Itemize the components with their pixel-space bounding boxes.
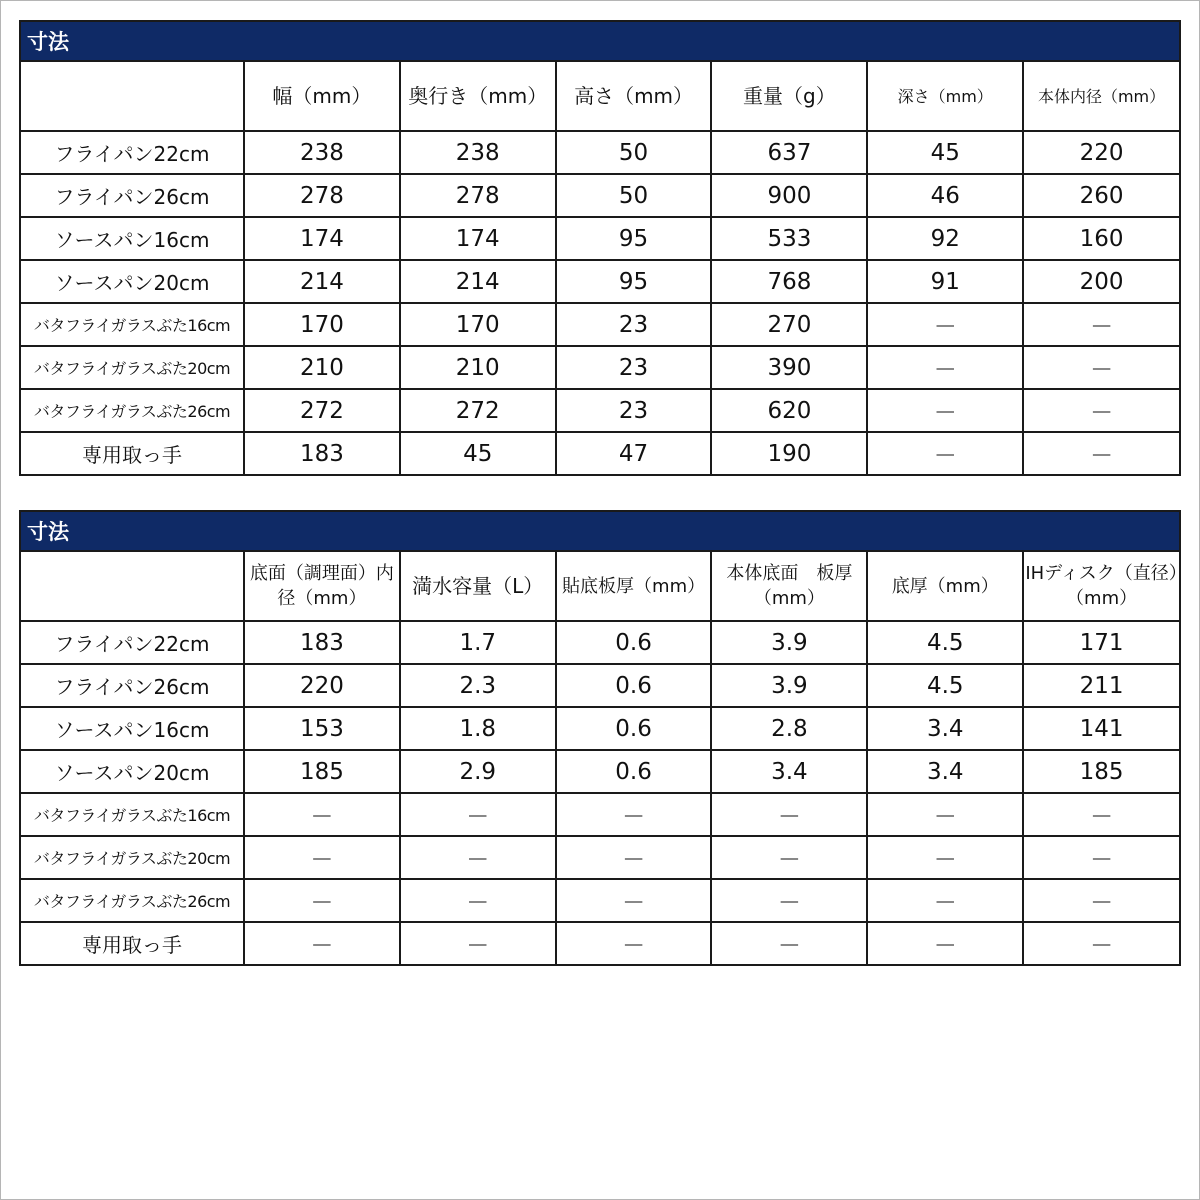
table-cell: 3.9: [711, 664, 867, 707]
header-cell-clad-bottom-thickness: 貼底板厚（mm）: [556, 552, 712, 621]
table-cell: 620: [711, 389, 867, 432]
header-cell-bottom-inner-diameter: 底面（調理面）内径（mm）: [244, 552, 400, 621]
table-row: [21, 303, 1179, 346]
table-cell: －: [556, 836, 712, 879]
table-cell: 0.6: [556, 664, 712, 707]
row-label: 専用取っ手: [21, 922, 244, 964]
table-cell: 153: [244, 707, 400, 750]
table-cell: 91: [867, 260, 1023, 303]
row-label: ソースパン20cm: [21, 750, 244, 793]
table-cell: 174: [244, 217, 400, 260]
header-cell-empty: [21, 552, 244, 621]
table-row: [21, 260, 1179, 303]
table-cell: －: [400, 836, 556, 879]
table-cell: －: [1023, 346, 1179, 389]
table-cell: －: [867, 432, 1023, 474]
table-cell: －: [1023, 303, 1179, 346]
table-cell: 185: [1023, 750, 1179, 793]
table-cell: 210: [400, 346, 556, 389]
table-cell: －: [244, 879, 400, 922]
table-row: [21, 389, 1179, 432]
header-cell-weight: 重量（g）: [711, 62, 867, 131]
table-cell: －: [400, 922, 556, 964]
table-cell: －: [711, 793, 867, 836]
table-cell: 260: [1023, 174, 1179, 217]
dimensions-table-2: [19, 510, 1181, 966]
table-cell: 185: [244, 750, 400, 793]
table-cell: 0.6: [556, 707, 712, 750]
table-cell: －: [867, 922, 1023, 964]
table-cell: －: [867, 389, 1023, 432]
table-cell: 220: [244, 664, 400, 707]
table-cell: 92: [867, 217, 1023, 260]
spec-table: [21, 62, 1179, 474]
table-cell: 141: [1023, 707, 1179, 750]
table-cell: 3.4: [867, 750, 1023, 793]
table-cell: －: [711, 879, 867, 922]
table-cell: 210: [244, 346, 400, 389]
table-cell: 23: [556, 389, 712, 432]
table-cell: －: [711, 922, 867, 964]
row-label: フライパン26cm: [21, 664, 244, 707]
row-label: バタフライガラスぶた20cm: [21, 836, 244, 879]
row-label: バタフライガラスぶた20cm: [21, 346, 244, 389]
table-cell: 0.6: [556, 750, 712, 793]
table-row: [21, 707, 1179, 750]
table-cell: 50: [556, 131, 712, 174]
table-cell: 533: [711, 217, 867, 260]
header-row: [21, 552, 1179, 621]
table-cell: 183: [244, 621, 400, 664]
table-cell: 238: [400, 131, 556, 174]
table-cell: 390: [711, 346, 867, 389]
table-cell: 3.9: [711, 621, 867, 664]
table-cell: －: [1023, 836, 1179, 879]
table-cell: 23: [556, 303, 712, 346]
header-row: [21, 62, 1179, 131]
table-cell: －: [867, 879, 1023, 922]
table-cell: 278: [400, 174, 556, 217]
table-cell: 200: [1023, 260, 1179, 303]
table-cell: 2.8: [711, 707, 867, 750]
table-cell: －: [556, 793, 712, 836]
table-cell: －: [400, 793, 556, 836]
table-cell: －: [1023, 793, 1179, 836]
spec-table: [21, 552, 1179, 964]
table-cell: 272: [400, 389, 556, 432]
table-cell: －: [244, 836, 400, 879]
table-cell: 183: [244, 432, 400, 474]
table-cell: －: [1023, 922, 1179, 964]
row-label: バタフライガラスぶた16cm: [21, 303, 244, 346]
table-row: [21, 793, 1179, 836]
table-cell: 637: [711, 131, 867, 174]
table-cell: 2.3: [400, 664, 556, 707]
table-cell: －: [867, 793, 1023, 836]
table-row: [21, 750, 1179, 793]
table-cell: －: [711, 836, 867, 879]
table-cell: 272: [244, 389, 400, 432]
table-row: [21, 664, 1179, 707]
table-cell: 211: [1023, 664, 1179, 707]
table-cell: －: [1023, 389, 1179, 432]
row-label: ソースパン16cm: [21, 707, 244, 750]
row-label: 専用取っ手: [21, 432, 244, 474]
table-cell: 220: [1023, 131, 1179, 174]
row-label: フライパン22cm: [21, 621, 244, 664]
table-cell: 768: [711, 260, 867, 303]
table-row: [21, 174, 1179, 217]
row-label: バタフライガラスぶた16cm: [21, 793, 244, 836]
header-cell-inner-diameter: 本体内径（mm）: [1023, 62, 1179, 131]
table-cell: 214: [400, 260, 556, 303]
table-cell: －: [867, 836, 1023, 879]
table-cell: 190: [711, 432, 867, 474]
table-cell: 3.4: [867, 707, 1023, 750]
table-cell: －: [1023, 432, 1179, 474]
row-label: バタフライガラスぶた26cm: [21, 879, 244, 922]
header-cell-empty: [21, 62, 244, 131]
table-cell: 4.5: [867, 664, 1023, 707]
table-cell: 0.6: [556, 621, 712, 664]
header-cell-bottom-thickness: 底厚（mm）: [867, 552, 1023, 621]
header-cell-deep: 深さ（mm）: [867, 62, 1023, 131]
row-label: フライパン26cm: [21, 174, 244, 217]
table-cell: 47: [556, 432, 712, 474]
table-cell: 214: [244, 260, 400, 303]
table-cell: －: [244, 793, 400, 836]
table-row: [21, 836, 1179, 879]
table-cell: 900: [711, 174, 867, 217]
header-cell-height: 高さ（mm）: [556, 62, 712, 131]
header-cell-full-capacity: 満水容量（L）: [400, 552, 556, 621]
table-cell: 46: [867, 174, 1023, 217]
header-cell-width: 幅（mm）: [244, 62, 400, 131]
table-cell: 170: [244, 303, 400, 346]
table-row: [21, 131, 1179, 174]
table-cell: 23: [556, 346, 712, 389]
table-cell: 3.4: [711, 750, 867, 793]
table-cell: －: [1023, 879, 1179, 922]
dimensions-table-1: [19, 20, 1181, 476]
table-cell: 270: [711, 303, 867, 346]
table-cell: 45: [400, 432, 556, 474]
table-cell: 170: [400, 303, 556, 346]
header-cell-depth: 奥行き（mm）: [400, 62, 556, 131]
row-label: フライパン22cm: [21, 131, 244, 174]
table-cell: 50: [556, 174, 712, 217]
row-label: ソースパン20cm: [21, 260, 244, 303]
table-row: [21, 922, 1179, 964]
row-label: バタフライガラスぶた26cm: [21, 389, 244, 432]
table-cell: 238: [244, 131, 400, 174]
table-row: [21, 217, 1179, 260]
header-cell-body-bottom-thickness: 本体底面 板厚（mm）: [711, 552, 867, 621]
table-title: 寸法: [21, 512, 1179, 552]
table-row: [21, 432, 1179, 474]
table-cell: －: [400, 879, 556, 922]
table-cell: 160: [1023, 217, 1179, 260]
table-row: [21, 879, 1179, 922]
table-cell: 95: [556, 260, 712, 303]
table-cell: 95: [556, 217, 712, 260]
table-row: [21, 621, 1179, 664]
table-cell: 2.9: [400, 750, 556, 793]
table-cell: 1.8: [400, 707, 556, 750]
row-label: ソースパン16cm: [21, 217, 244, 260]
table-cell: －: [556, 879, 712, 922]
table-cell: 1.7: [400, 621, 556, 664]
table-cell: －: [867, 303, 1023, 346]
table-cell: 278: [244, 174, 400, 217]
table-cell: －: [556, 922, 712, 964]
table-cell: 171: [1023, 621, 1179, 664]
table-cell: －: [867, 346, 1023, 389]
table-cell: 4.5: [867, 621, 1023, 664]
table-cell: －: [244, 922, 400, 964]
header-cell-ih-disc-diameter: IHディスク（直径）（mm）: [1023, 552, 1179, 621]
table-cell: 45: [867, 131, 1023, 174]
table-cell: 174: [400, 217, 556, 260]
table-title: 寸法: [21, 22, 1179, 62]
table-row: [21, 346, 1179, 389]
